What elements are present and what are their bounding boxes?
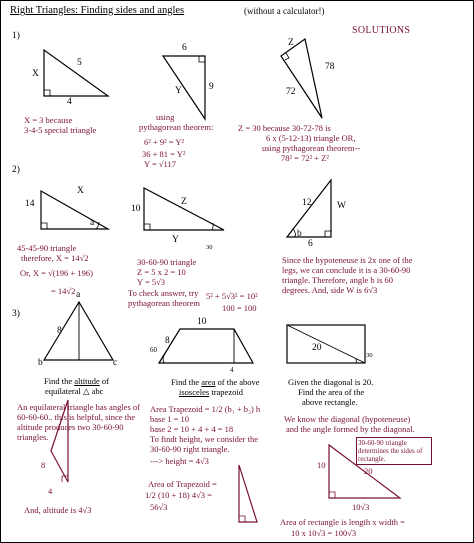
answer-3a-side: 8	[41, 460, 46, 470]
question-3b-line1: Find the area of the above	[171, 377, 260, 387]
answer-3c-line4: 10 x 10√3 = 100√3	[291, 528, 357, 538]
answer-2b-line1: 30-60-90 triangle	[137, 257, 197, 267]
right-angle-mark	[199, 56, 205, 62]
answer-2c-line4: degrees. And, side W is 6√3	[282, 285, 378, 295]
label-z: Z	[288, 38, 294, 48]
answer-1c-line3: using pythagorean theorem--	[262, 143, 361, 153]
label-w: W	[337, 201, 346, 211]
label-6-2c: 6	[308, 239, 313, 249]
answer-1c-line4: 78² = 72² + Z²	[281, 153, 329, 163]
answer-2c-line1: Since the hypoteneuse is 2x one of the	[282, 255, 413, 265]
triangle-1b	[163, 56, 205, 119]
answer-2b-line4: To check answer, try	[128, 288, 199, 298]
answer-1b-eq2: 36 + 81 = Y²	[142, 149, 186, 159]
equilateral-triangle	[44, 302, 113, 360]
label-12: 12	[302, 198, 312, 208]
label-14: 14	[25, 199, 35, 209]
label-y: Y	[175, 86, 182, 96]
solutions-heading: SOLUTIONS	[352, 25, 411, 36]
label-diagonal-20: 20	[312, 343, 322, 353]
label-base-4: 4	[67, 97, 72, 107]
answer-2b-line2: Z = 5 x 2 = 10	[137, 267, 186, 277]
answer-3c-base: 10√3	[352, 502, 370, 512]
right-angle-mark	[325, 231, 331, 237]
right-angle-mark	[44, 90, 50, 96]
triangle-2c	[287, 180, 331, 237]
label-hyp-5: 5	[77, 58, 82, 68]
answer-3b-line7: Area of Trapezoid =	[148, 479, 217, 489]
answer-3b-line6: ---> height = 4√3	[150, 456, 209, 466]
question-3c-line3: above rectangle.	[302, 397, 358, 407]
right-angle-mark	[144, 224, 150, 230]
page-subtitle: (without a calculator!)	[244, 6, 325, 16]
answer-1c-line2: 6 x (5-12-13) triangle OR,	[266, 133, 356, 143]
answer-2a-line2: therefore, X = 14√2	[21, 253, 89, 263]
rectangle-diagonal	[287, 325, 365, 363]
question-3c-line1: Given the diagonal is 20.	[288, 377, 374, 387]
answer-2b-line5: pythagorean theorem	[128, 298, 200, 308]
answer-1b-theorem: pythagorean theorem:	[139, 122, 214, 132]
label-angle-b: b	[297, 229, 302, 239]
label-z-2b: Z	[181, 197, 187, 207]
answer-1a-line2: 3-4-5 special triangle	[24, 125, 97, 135]
answer-3c-left: 10	[317, 460, 326, 470]
answer-3b-line5: 30-60-90 right triangle.	[150, 444, 230, 454]
label-angle-30: 30	[206, 244, 213, 251]
answer-3a-line2: 60-60-60.. this is helpful, since the	[17, 412, 136, 422]
label-vertex-c: c	[113, 358, 118, 368]
label-top-10: 10	[197, 317, 207, 327]
answer-1b-eq3: Y = √117	[144, 159, 176, 169]
answer-3b-line9: 56√3	[150, 502, 168, 512]
triangle-2a	[41, 191, 108, 229]
label-angle-a: a	[90, 218, 95, 228]
answer-3a-line5: And, altitude is 4√3	[24, 505, 92, 515]
label-angle-30-rect: 30	[366, 352, 373, 359]
answer-2a-line4: = 14√2	[51, 286, 76, 296]
answer-2a-line1: 45-45-90 triangle	[17, 243, 77, 253]
right-angle-mark	[41, 223, 47, 229]
answer-3c-line2: and the angle formed by the diagonal.	[286, 424, 415, 434]
answer-2b-line7: 100 = 100	[222, 303, 257, 313]
answer-3a-line1: An equilateral triangle has angles of	[17, 402, 140, 412]
answer-3a-base: 4	[48, 486, 53, 496]
label-vertex-a: a	[76, 290, 81, 300]
answer-3a-line4: triangles.	[17, 432, 49, 442]
answer-2a-line3: Or, X = √(196 + 196)	[20, 268, 93, 278]
label-9: 9	[209, 82, 214, 92]
section-3-number: 3)	[12, 309, 20, 319]
right-angle-mark	[285, 53, 289, 60]
section-2-number: 2)	[12, 165, 20, 175]
answer-2b-line6: 5² + 5√3² = 10²	[206, 291, 258, 301]
question-3a-line1: Find the altitude of	[44, 376, 109, 386]
answer-3b-line3: base 2 = 10 + 4 + 4 = 18	[150, 424, 234, 434]
answer-3a-line3: altitude produces two 30-60-90	[17, 422, 124, 432]
label-10: 10	[131, 204, 141, 214]
label-angle-60: 60	[150, 346, 157, 354]
label-6: 6	[182, 43, 187, 53]
answer-triangle-3b	[239, 465, 257, 522]
answer-1a-line1: X = 3 because	[24, 115, 73, 125]
label-x-2a: X	[77, 186, 84, 196]
triangle-2b	[144, 188, 224, 230]
section-1-number: 1)	[12, 31, 20, 41]
label-small-4: 4	[230, 366, 234, 374]
answer-3b-line2: base 1 = 10	[150, 414, 190, 424]
trapezoid	[159, 329, 253, 363]
answer-1b-eq1: 6² + 9² = Y²	[144, 137, 185, 147]
question-3c-line2: Find the area of the	[298, 387, 365, 397]
answer-2c-line3: triangle. Therefore, angle b is 60	[282, 275, 394, 285]
answer-2b-line3: Y = 5√3	[137, 277, 166, 287]
answer-3c-line1: We know the diagonal (hypoteneuse)	[284, 414, 411, 424]
answer-1c-line1: Z = 30 because 30-72-78 is	[238, 123, 331, 133]
question-3b-line2: isosceles trapezoid	[179, 387, 243, 397]
answer-3c-hyp: 20	[364, 466, 373, 476]
page-title: Right Triangles: Finding sides and angles	[10, 5, 185, 16]
label-side-8: 8	[57, 326, 62, 336]
label-72: 72	[286, 87, 296, 97]
note-box-30-60-90: 30-60-90 triangle determines the sides of rectangle.	[356, 437, 432, 465]
question-3a-line2: equilateral △ abc	[45, 386, 104, 396]
answer-2c-line2: legs, we can conclude it is a 30-60-90	[282, 265, 411, 275]
answer-1b-using: using	[156, 112, 175, 122]
label-y-2b: Y	[172, 235, 179, 245]
label-side-8-trap: 8	[165, 336, 170, 346]
answer-3c-line3: Area of rectangle is length x width =	[280, 517, 405, 527]
triangle-1c	[281, 39, 322, 118]
answer-3b-line8: 1/2 (10 + 18) 4√3 =	[145, 490, 212, 500]
triangle-1a	[44, 50, 108, 96]
label-78: 78	[325, 62, 335, 72]
label-x: X	[32, 69, 39, 79]
label-vertex-b: b	[38, 358, 43, 368]
answer-3b-line4: To findt height, we consider the	[150, 434, 258, 444]
answer-3b-line1: Area Trapezoid = 1/2 (b₁ + b₂) h	[150, 404, 261, 414]
